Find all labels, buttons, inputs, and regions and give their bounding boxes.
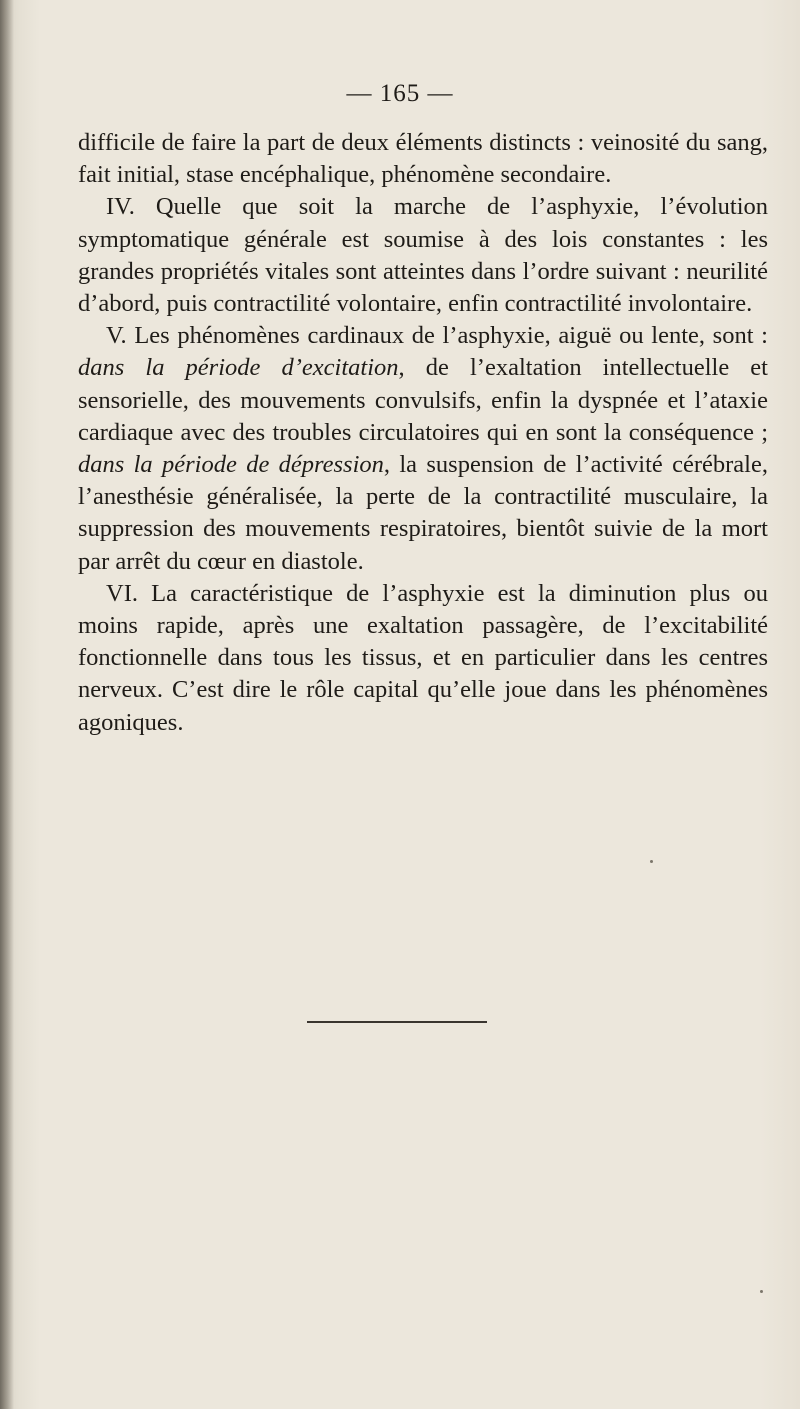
paragraph-1-text: difficile de faire la part de deux éléments distincts : veinosité du sang, fait initial, stase encéphalique, phénomène secondaire. — [78, 129, 768, 189]
body-text — [78, 127, 768, 739]
paragraph-v-text-1: V. Les phénomènes cardinaux de l’asphyxie, aiguë ou lente, sont : — [106, 322, 768, 350]
paragraph-iv-text: IV. Quelle que soit la marche de l’asphyxie, l’évolution symptomatique générale est soumise à des lois constantes : les grandes propriétés vitales sont atteintes dans l’ordre suivant : neurilité d’abord, puis contractilité volontaire, enfin contractilité involontaire. — [78, 193, 768, 318]
paragraph-vi-text: VI. La caractéristique de l’asphyxie est la diminution plus ou moins rapide, après une exaltation passagère, de l’excitabilité fonctionnelle dans tous les tissus, et en particulier dans les centres nerveux. C’est dire le rôle capital qu’elle joue dans les phénomènes agoniques. — [78, 579, 768, 736]
paper-speck — [650, 860, 653, 863]
paragraph-v-text-2: , de l’exaltation intellectuelle et sensorielle, des mouvements convulsifs, enfin la dyspnée et l’ataxie cardiaque avec des troubles circulatoires qui en sont la conséquence ; — [78, 354, 768, 446]
paragraph-v-italic-excitation: dans la période d’excitation — [78, 354, 399, 382]
binding-shadow — [0, 0, 14, 1409]
paragraph-v — [78, 320, 768, 578]
section-end-rule — [307, 1021, 487, 1023]
page-number: — 165 — — [346, 80, 454, 107]
paragraph-v-italic-depression: dans la période de dépression — [78, 451, 384, 479]
paragraph-vi — [78, 578, 768, 739]
paragraph-1 — [78, 127, 768, 191]
paragraph-iv — [78, 191, 768, 320]
paragraph-v-text-3: , la suspension de l’activité cérébrale, l’anesthésie généralisée, la perte de la contractilité musculaire, la suppression des mouvements respiratoires, bientôt suivie de la mort par arrêt du cœur en diastole. — [78, 451, 768, 575]
paper-speck — [760, 1290, 763, 1293]
